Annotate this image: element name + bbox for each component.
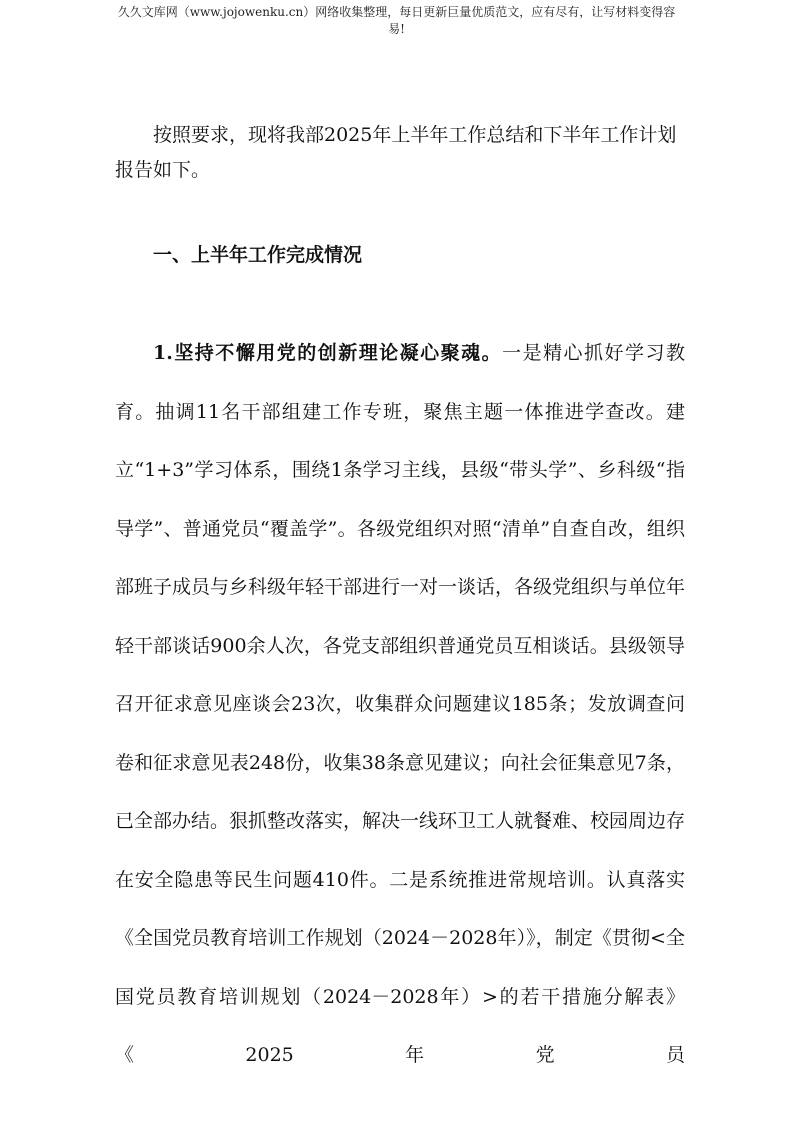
header-line-2: 易!	[388, 22, 405, 36]
intro-paragraph: 按照要求，现将我部2025年上半年工作总结和下半年工作计划报告如下。	[115, 124, 677, 181]
body-paragraph	[115, 324, 685, 1085]
paragraph-lead: 1.坚持不懈用党的创新理论凝心聚魂。	[153, 342, 503, 364]
header-line-1: 久久文库网（www.jojowenku.cn）网络收集整理，每日更新巨量优质范文，应有尽有，让写材料变得容	[117, 5, 676, 19]
paragraph-text: 一是精心抓好学习教育。抽调11名干部组建工作专班，聚焦主题一体推进学查改。建立“1+3”学习体系，围绕1条学习主线，县级“带头学”、乡科级“指导学”、普通党员“覆盖学”。各级党组织对照“清单”自查自改，组织部班子成员与乡科级年轻干部进行一对一谈话，各级党组织与单位年轻干部谈话900余人次，各党支部组织普通党员互相谈话。县级领导召开征求意见座谈会23次，收集群众问题建议185条；发放调查问卷和征求意见表248份，收集38条意见建议；向社会征集意见7条，已全部办结。狠抓整改落实，解决一线环卫工人就餐难、校园周边存在安全隐患等民生问题410件。二是系统推进常规培训。认真落实《全国党员教育培训工作规划（2024－2028年）》，制定《贯彻<全国党员教育培训规划（2024－2028年）>的若干措施分解表》《2025年党员	[115, 342, 686, 1066]
section-heading: 一、上半年工作完成情况	[153, 244, 363, 266]
document-body	[115, 118, 686, 1066]
page-header	[60, 4, 733, 38]
